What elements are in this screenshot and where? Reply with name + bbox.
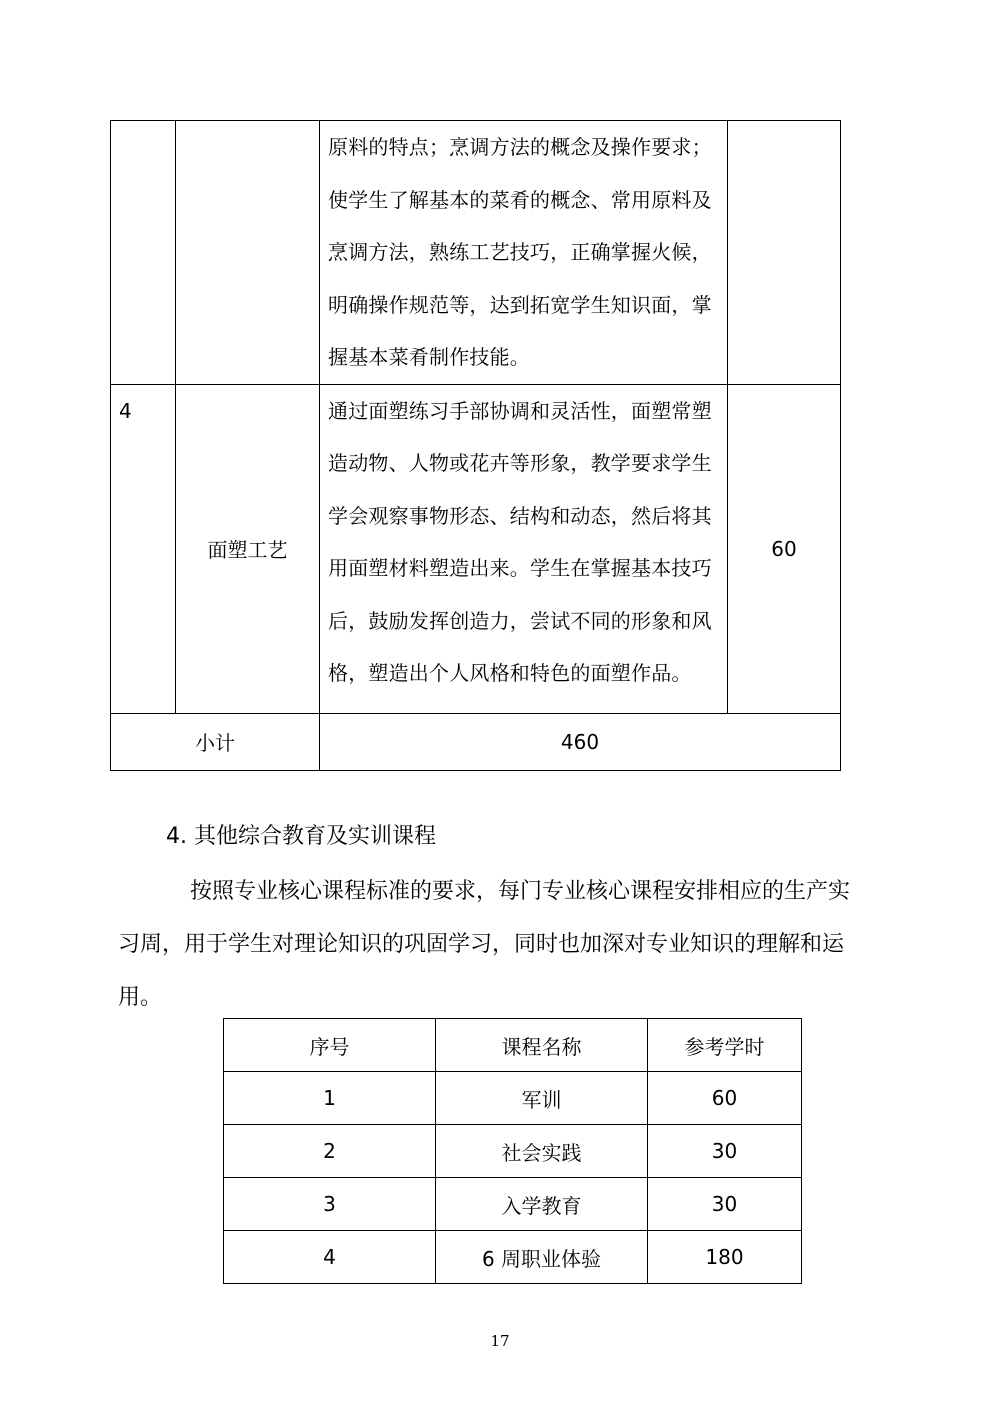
description-line: 用面塑材料塑造出来。学生在掌握基本技巧 (328, 556, 712, 580)
table-row (111, 384, 841, 713)
course-description-cell (320, 384, 728, 713)
subtotal-value: 460 (320, 713, 841, 770)
table-row (224, 1072, 802, 1125)
description-line: 通过面塑练习手部协调和灵活性，面塑常塑 (328, 398, 712, 423)
cell-course-name: 6 周职业体验 (436, 1231, 648, 1284)
header-course-name: 课程名称 (436, 1019, 648, 1072)
course-number-cell (111, 121, 176, 385)
course-number-cell: 4 (111, 384, 176, 713)
description-line: 格，塑造出个人风格和特色的面塑作品。 (328, 661, 692, 685)
description-line: 握基本菜肴制作技能。 (328, 345, 530, 369)
description-line: 使学生了解基本的菜肴的概念、常用原料及 (328, 187, 712, 212)
header-row (224, 1019, 802, 1072)
cell-index: 2 (224, 1125, 436, 1178)
course-description-cell (320, 121, 728, 385)
paragraph-line: 按照专业核心课程标准的要求，每门专业核心课程安排相应的生产实 (190, 879, 851, 904)
course-table (110, 120, 841, 771)
practice-table (223, 1018, 802, 1284)
section-paragraph (118, 865, 908, 1024)
header-hours: 参考学时 (648, 1019, 802, 1072)
subtotal-label: 小计 (111, 713, 320, 770)
cell-course-name: 入学教育 (436, 1178, 648, 1231)
cell-hours: 30 (648, 1125, 802, 1178)
cell-hours: 60 (648, 1072, 802, 1125)
course-name-cell (176, 121, 320, 385)
cell-hours: 180 (648, 1231, 802, 1284)
page-number: 17 (490, 1332, 510, 1350)
description-line: 原料的特点；烹调方法的概念及操作要求； (328, 135, 712, 159)
paragraph-line: 用。 (118, 985, 163, 1010)
section-heading: 4. 其他综合教育及实训课程 (166, 824, 436, 849)
cell-course-name: 军训 (436, 1072, 648, 1125)
paragraph-line: 习周，用于学生对理论知识的巩固学习，同时也加深对专业知识的理解和运 (118, 932, 845, 957)
description-line: 学会观察事物形态、结构和动态，然后将其 (328, 503, 712, 528)
cell-index: 1 (224, 1072, 436, 1125)
table-row (111, 121, 841, 385)
description-line: 明确操作规范等，达到拓宽学生知识面，掌 (328, 292, 712, 317)
subtotal-row (111, 713, 841, 770)
cell-course-name: 社会实践 (436, 1125, 648, 1178)
header-index: 序号 (224, 1019, 436, 1072)
description-line: 造动物、人物或花卉等形象，教学要求学生 (328, 451, 712, 475)
cell-index: 4 (224, 1231, 436, 1284)
course-hours-cell (728, 121, 841, 385)
cell-hours: 30 (648, 1178, 802, 1231)
description-line: 烹调方法，熟练工艺技巧，正确掌握火候， (328, 240, 712, 264)
table-row (224, 1125, 802, 1178)
table-row (224, 1178, 802, 1231)
description-line: 后，鼓励发挥创造力，尝试不同的形象和风 (328, 608, 712, 633)
table-row (224, 1231, 802, 1284)
cell-index: 3 (224, 1178, 436, 1231)
course-name-cell: 面塑工艺 (176, 384, 320, 713)
course-hours-cell: 60 (728, 384, 841, 713)
